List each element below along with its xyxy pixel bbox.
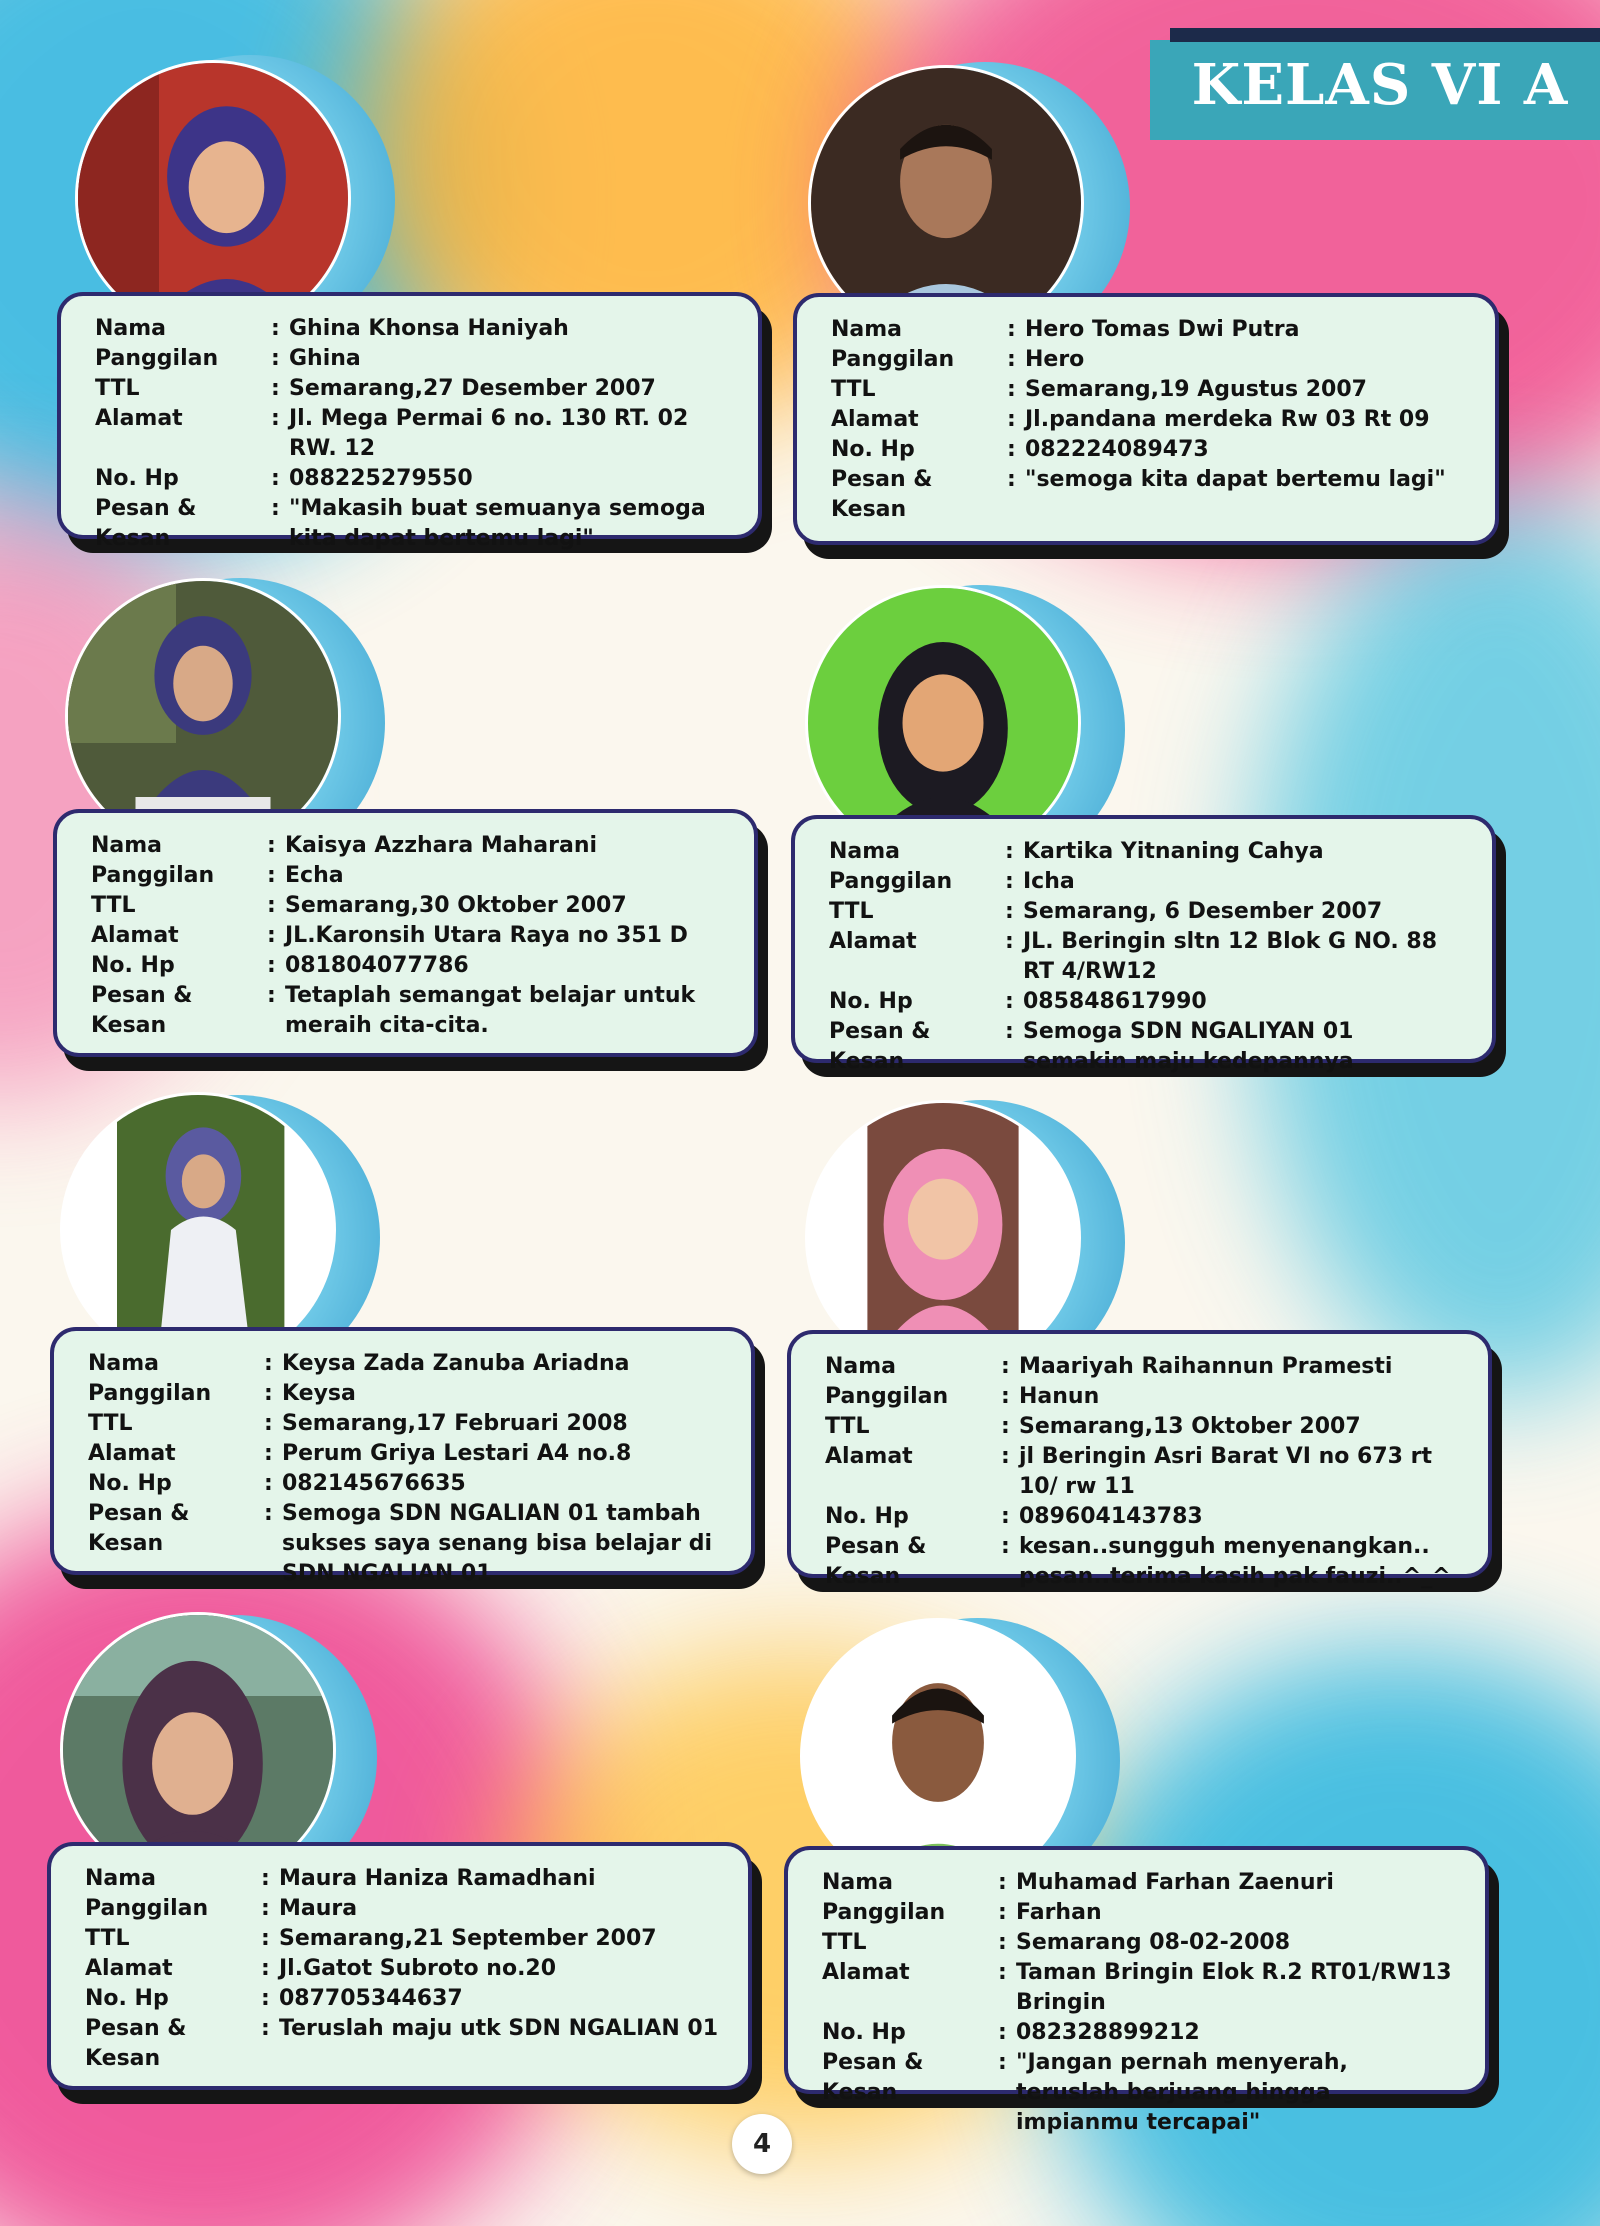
label: Pesan & Kesan <box>91 983 193 1038</box>
value: 082224089473 <box>1025 437 1209 462</box>
value: 089604143783 <box>1019 1504 1203 1529</box>
field-alamat: Alamat : Jl. Mega Permai 6 no. 130 RT. 02 RW. 12 <box>95 404 730 464</box>
label: No. Hp <box>831 437 915 462</box>
student-card <box>53 809 758 1057</box>
label: Panggilan <box>831 347 955 372</box>
field-nama: Nama : Kartika Yitnaning Cahya <box>829 837 1464 867</box>
value: Semarang 08-02-2008 <box>1016 1930 1291 1955</box>
value: Maura <box>279 1896 358 1921</box>
field-pesan: Pesan & Kesan : Tetaplah semangat belajar untuk meraih cita-cita. <box>91 981 726 1041</box>
field-pesan: Pesan & Kesan : kesan..sungguh menyenangkan.. pesan..terima kasih pak fauzi..^_^ <box>825 1532 1460 1592</box>
field-panggilan: Panggilan : Maura <box>85 1894 720 1924</box>
label: No. Hp <box>88 1471 172 1496</box>
value: Keysa <box>282 1381 356 1406</box>
field-panggilan: Panggilan : Hero <box>831 345 1467 375</box>
field-panggilan: Panggilan : Icha <box>829 867 1464 897</box>
label: No. Hp <box>85 1986 169 2011</box>
field-ttl: TTL : Semarang,17 Februari 2008 <box>88 1409 723 1439</box>
label: Alamat <box>91 923 179 948</box>
value: 082328899212 <box>1016 2020 1200 2045</box>
field-ttl: TTL : Semarang,27 Desember 2007 <box>95 374 730 404</box>
value: Jl. Mega Permai 6 no. 130 RT. 02 RW. 12 <box>289 406 689 461</box>
value: JL. Beringin sltn 12 Blok G NO. 88 RT 4/RW12 <box>1023 929 1438 984</box>
value: Farhan <box>1016 1900 1102 1925</box>
label: TTL <box>88 1411 133 1436</box>
value: Semarang, 6 Desember 2007 <box>1023 899 1383 924</box>
field-nama: Nama : Keysa Zada Zanuba Ariadna <box>88 1349 723 1379</box>
field-hp: No. Hp : 082145676635 <box>88 1469 723 1499</box>
field-ttl: TTL : Semarang,21 September 2007 <box>85 1924 720 1954</box>
label: Nama <box>822 1870 894 1895</box>
field-hp: No. Hp : 082224089473 <box>831 435 1467 465</box>
value: Echa <box>285 863 344 888</box>
value: Ghina <box>289 346 361 371</box>
page-title: KELAS VI A <box>1191 52 1569 118</box>
label: No. Hp <box>822 2020 906 2045</box>
label: Pesan & Kesan <box>822 2050 924 2105</box>
value: Taman Bringin Elok R.2 RT01/RW13 Bringin <box>1016 1960 1452 2015</box>
value: Hanun <box>1019 1384 1100 1409</box>
field-alamat: Alamat : JL.Karonsih Utara Raya no 351 D <box>91 921 726 951</box>
field-alamat: Alamat : JL. Beringin sltn 12 Blok G NO. 88 RT 4/RW12 <box>829 927 1464 987</box>
label: No. Hp <box>825 1504 909 1529</box>
field-nama: Nama : Maariyah Raihannun Pramesti <box>825 1352 1460 1382</box>
label: TTL <box>95 376 140 401</box>
label: Nama <box>831 317 903 342</box>
field-nama: Nama : Ghina Khonsa Haniyah <box>95 314 730 344</box>
value: Jl.Gatot Subroto no.20 <box>279 1956 557 1981</box>
label: Alamat <box>88 1441 176 1466</box>
value: Semoga SDN NGALIYAN 01 semakin maju kedepannya <box>1023 1019 1354 1074</box>
value: Maariyah Raihannun Pramesti <box>1019 1354 1393 1379</box>
value: Kaisya Azzhara Maharani <box>285 833 598 858</box>
label: Pesan & Kesan <box>95 496 197 551</box>
label: Alamat <box>825 1444 913 1469</box>
value: Jl.pandana merdeka Rw 03 Rt 09 <box>1025 407 1430 432</box>
label: Panggilan <box>88 1381 212 1406</box>
field-hp: No. Hp : 081804077786 <box>91 951 726 981</box>
field-alamat: Alamat : Perum Griya Lestari A4 no.8 <box>88 1439 723 1469</box>
value: 088225279550 <box>289 466 473 491</box>
label: Pesan & Kesan <box>831 467 933 522</box>
value: Tetaplah semangat belajar untuk meraih cita-cita. <box>285 983 696 1038</box>
value: 081804077786 <box>285 953 469 978</box>
field-ttl: TTL : Semarang,13 Oktober 2007 <box>825 1412 1460 1442</box>
field-panggilan: Panggilan : Echa <box>91 861 726 891</box>
label: TTL <box>822 1930 867 1955</box>
label: Alamat <box>95 406 183 431</box>
value: Semarang,13 Oktober 2007 <box>1019 1414 1361 1439</box>
field-panggilan: Panggilan : Ghina <box>95 344 730 374</box>
field-pesan: Pesan & Kesan : "semoga kita dapat bertemu lagi" <box>831 465 1467 525</box>
label: TTL <box>825 1414 870 1439</box>
student-card <box>57 292 762 551</box>
field-ttl: TTL : Semarang, 6 Desember 2007 <box>829 897 1464 927</box>
field-nama: Nama : Maura Haniza Ramadhani <box>85 1864 720 1894</box>
label: Alamat <box>829 929 917 954</box>
label: Nama <box>95 316 167 341</box>
label: Pesan & Kesan <box>85 2016 187 2071</box>
field-ttl: TTL : Semarang,30 Oktober 2007 <box>91 891 726 921</box>
field-alamat: Alamat : Taman Bringin Elok R.2 RT01/RW13 Bringin <box>822 1958 1457 2018</box>
label: Pesan & Kesan <box>88 1501 190 1556</box>
field-pesan: Pesan & Kesan : "Makasih buat semuanya semoga kita dapat bertemu lagi" <box>95 494 730 554</box>
value: Keysa Zada Zanuba Ariadna <box>282 1351 630 1376</box>
label: Pesan & Kesan <box>829 1019 931 1074</box>
value: 082145676635 <box>282 1471 466 1496</box>
field-alamat: Alamat : Jl.pandana merdeka Rw 03 Rt 09 <box>831 405 1467 435</box>
field-hp: No. Hp : 089604143783 <box>825 1502 1460 1532</box>
field-pesan: Pesan & Kesan : Semoga SDN NGALIAN 01 tambah sukses saya senang bisa belajar di SDN NGALIAN 01 <box>88 1499 723 1589</box>
value: Semarang,30 Oktober 2007 <box>285 893 627 918</box>
value: Hero <box>1025 347 1085 372</box>
value: JL.Karonsih Utara Raya no 351 D <box>285 923 688 948</box>
value: "Jangan pernah menyerah, teruslah berjuang hingga impianmu tercapai" <box>1016 2050 1348 2135</box>
label: Nama <box>825 1354 897 1379</box>
value: Ghina Khonsa Haniyah <box>289 316 569 341</box>
label: Alamat <box>85 1956 173 1981</box>
field-hp: No. Hp : 087705344637 <box>85 1984 720 2014</box>
field-hp: No. Hp : 088225279550 <box>95 464 730 494</box>
page-number: 4 <box>732 2114 792 2174</box>
value: Semarang,21 September 2007 <box>279 1926 657 1951</box>
field-pesan: Pesan & Kesan : Teruslah maju utk SDN NGALIAN 01 <box>85 2014 720 2074</box>
field-nama: Nama : Kaisya Azzhara Maharani <box>91 831 726 861</box>
label: Nama <box>91 833 163 858</box>
value: Semarang,19 Agustus 2007 <box>1025 377 1367 402</box>
student-card <box>791 815 1496 1074</box>
label: Pesan & Kesan <box>825 1534 927 1589</box>
student-card <box>47 1842 752 2090</box>
value: Semarang,27 Desember 2007 <box>289 376 656 401</box>
label: Panggilan <box>95 346 219 371</box>
label: Panggilan <box>825 1384 949 1409</box>
field-hp: No. Hp : 082328899212 <box>822 2018 1457 2048</box>
value: Semoga SDN NGALIAN 01 tambah sukses saya senang bisa belajar di SDN NGALIAN 01 <box>282 1501 712 1586</box>
label: Alamat <box>831 407 919 432</box>
label: TTL <box>831 377 876 402</box>
value: 085848617990 <box>1023 989 1207 1014</box>
label: Alamat <box>822 1960 910 1985</box>
field-alamat: Alamat : jl Beringin Asri Barat VI no 673 rt 10/ rw 11 <box>825 1442 1460 1502</box>
value: kesan..sungguh menyenangkan.. pesan..terima kasih pak fauzi..^_^ <box>1019 1534 1451 1589</box>
label: TTL <box>829 899 874 924</box>
value: 087705344637 <box>279 1986 463 2011</box>
label: TTL <box>91 893 136 918</box>
value: Icha <box>1023 869 1075 894</box>
label: Panggilan <box>91 863 215 888</box>
label: Nama <box>85 1866 157 1891</box>
student-card <box>784 1846 1489 2135</box>
field-nama: Nama : Muhamad Farhan Zaenuri <box>822 1868 1457 1898</box>
field-panggilan: Panggilan : Hanun <box>825 1382 1460 1412</box>
value: Hero Tomas Dwi Putra <box>1025 317 1300 342</box>
label: No. Hp <box>95 466 179 491</box>
field-panggilan: Panggilan : Keysa <box>88 1379 723 1409</box>
value: jl Beringin Asri Barat VI no 673 rt 10/ rw 11 <box>1019 1444 1433 1499</box>
label: Nama <box>88 1351 160 1376</box>
value: Kartika Yitnaning Cahya <box>1023 839 1324 864</box>
label: Panggilan <box>822 1900 946 1925</box>
label: TTL <box>85 1926 130 1951</box>
field-pesan: Pesan & Kesan : "Jangan pernah menyerah, teruslah berjuang hingga impianmu tercapai" <box>822 2048 1457 2138</box>
value: "Makasih buat semuanya semoga kita dapat bertemu lagi" <box>289 496 706 551</box>
field-pesan: Pesan & Kesan : Semoga SDN NGALIYAN 01 semakin maju kedepannya <box>829 1017 1464 1077</box>
field-nama: Nama : Hero Tomas Dwi Putra <box>831 315 1467 345</box>
student-card <box>793 293 1499 545</box>
value: Maura Haniza Ramadhani <box>279 1866 596 1891</box>
label: No. Hp <box>829 989 913 1014</box>
field-panggilan: Panggilan : Farhan <box>822 1898 1457 1928</box>
value: Muhamad Farhan Zaenuri <box>1016 1870 1334 1895</box>
field-hp: No. Hp : 085848617990 <box>829 987 1464 1017</box>
label: Nama <box>829 839 901 864</box>
student-card <box>787 1330 1492 1589</box>
value: Semarang,17 Februari 2008 <box>282 1411 628 1436</box>
student-card <box>50 1327 755 1586</box>
label: Panggilan <box>829 869 953 894</box>
label: No. Hp <box>91 953 175 978</box>
label: Panggilan <box>85 1896 209 1921</box>
field-ttl: TTL : Semarang,19 Agustus 2007 <box>831 375 1467 405</box>
field-alamat: Alamat : Jl.Gatot Subroto no.20 <box>85 1954 720 1984</box>
value: "semoga kita dapat bertemu lagi" <box>1025 467 1446 492</box>
field-ttl: TTL : Semarang 08-02-2008 <box>822 1928 1457 1958</box>
value: Perum Griya Lestari A4 no.8 <box>282 1441 632 1466</box>
value: Teruslah maju utk SDN NGALIAN 01 <box>279 2016 719 2041</box>
